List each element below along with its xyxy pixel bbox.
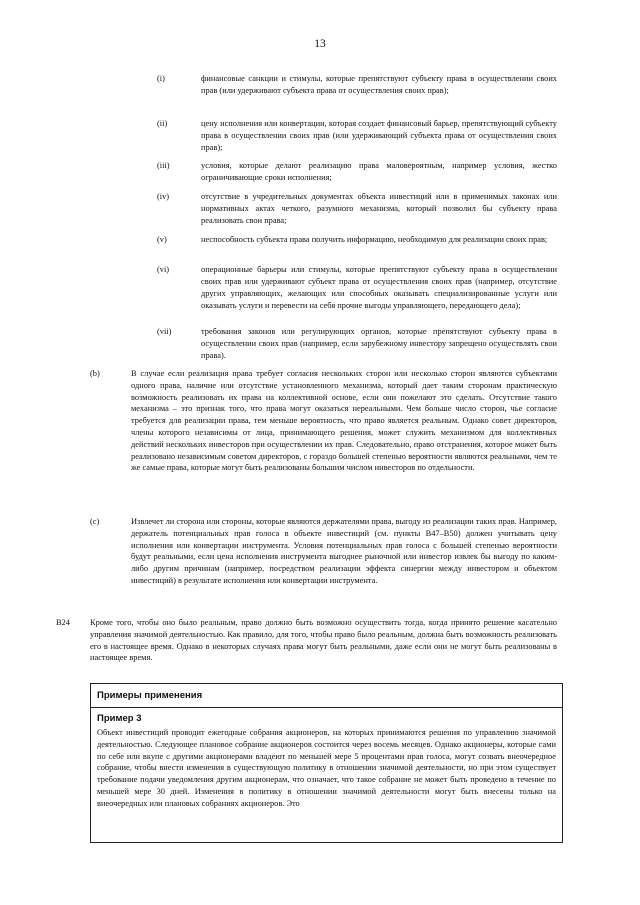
subitem-text: условия, которые делают реализацию права маловероятным, например условия, жестко ограничивающие сроки исполнения;	[201, 161, 557, 182]
subitem-v	[157, 234, 557, 246]
subitem-number: (ii)	[157, 119, 168, 128]
paragraph-text: Извлечет ли сторона или стороны, которые являются держателями права, выгоду из реализации таких прав. Например, держатель потенциальных прав голоса в объекте инвестиций (см. пункты B47–B50) должен учитывать цену исполнения или конвертации инструмента. Условия потенциальных прав голоса с большей степенью вероятности будут реальными, если цена исполнения инструмента выгоднее рыночной или инвестор извлек бы выгоду по каким-либо другим причинам (например, посредством реализации эффекта синергии между инвестором и объектом инвестиций) в результате исполнения или конвертации инструмента.	[131, 517, 557, 585]
application-examples-box	[90, 683, 563, 843]
subitem-number: (i)	[157, 74, 165, 83]
page-number: 13	[314, 38, 326, 50]
subitem-text: неспособность субъекта права получить информацию, необходимую для реализации своих прав;	[201, 235, 548, 244]
box-header: Примеры применения	[91, 684, 562, 708]
subitem-vii	[157, 326, 557, 362]
paragraph-text: Кроме того, чтобы оно было реальным, право должно быть возможно осуществить тогда, когда принято решение касательно управления значимой деятельностью. Как правило, для того, чтобы право было реальным, должна быть возможность реализовать его в настоящее время. Однако в некоторых случаях права могут быть реальными, даже если они не могут быть реализованы в настоящее время.	[90, 618, 557, 663]
paragraph-c	[90, 516, 557, 587]
paragraph-letter: (b)	[90, 369, 100, 378]
subitem-i	[157, 73, 557, 97]
paragraph-b	[90, 368, 557, 474]
subitem-number: (vii)	[157, 327, 172, 336]
subitem-text: цену исполнения или конвертации, которая создает финансовый барьер, препятствующий субъекту права в осуществлении своих прав (или удерживающий субъекта права от осуществления своих прав);	[201, 119, 557, 152]
paragraph-label: B24	[56, 618, 70, 627]
subitem-iv	[157, 191, 557, 227]
example-title: Пример 3	[97, 713, 142, 724]
subitem-number: (iv)	[157, 192, 170, 201]
subitem-text: требования законов или регулирующих органов, которые препятствуют субъекту права в осуществлении своих прав (например, если зарубежному инвестору запрещено осуществлять свои права).	[201, 327, 557, 360]
paragraph-letter: (c)	[90, 517, 100, 526]
subitem-number: (v)	[157, 235, 167, 244]
example-text: Объект инвестиций проводит ежегодные собрания акционеров, на которых принимаются решения по управлению значимой деятельностью. Следующее плановое собрание акционеров состоится через восемь месяцев. Однако акционеры, которые сами по себе или вкупе с другими акционерами владеют по меньшей мере 5 процентами прав голоса, могут созвать внеочередное собрание, чтобы внести изменения в существующую политику в отношении значимой деятельности, но при этом существует требование подачи уведомления другим акционерам, что означает, что такое собрание не может быть проведено в течение по меньшей мере 30 дней. Изменения в политику в отношении значимой деятельности могут быть внесены только на внеочередных или плановых собраниях акционеров. Это	[97, 728, 556, 808]
subitem-number: (vi)	[157, 265, 170, 274]
subitem-iii	[157, 160, 557, 184]
subitem-text: операционные барьеры или стимулы, которые препятствуют субъекту права в осуществлении своих прав или удерживают субъект права от осуществления своих прав (например, отсутствие других управляющих, желающих или способных оказывать специализированные услуги или оказывать услуги и перевести на себя прочие выгоды управляющего, передающего дела);	[201, 265, 557, 310]
subitem-text: отсутствие в учредительных документах объекта инвестиций или в применимых законах или нормативных актах четкого, разумного механизма, который позволил бы субъекту права реализовать свои права;	[201, 192, 557, 225]
subitem-ii	[157, 118, 557, 154]
subitem-vi	[157, 264, 557, 312]
paragraph-text: В случае если реализация права требует согласия нескольких сторон или несколько сторон являются субъектами одного права, наличие или отсутствие установленного механизма, который дает таким сторонам практическую возможность реализовать их права на коллективной основе, если они пожелают это сделать. Отсутствие такого механизма – это признак того, что права могут оказаться нереальными. Чем больше число сторон, чье согласие требуется для реализации права, тем меньше вероятность, что право является реальным. Однако совет директоров, члены которого независимы от лица, принимающего решения, может служить механизмом для коллективных действий нескольких инвесторов при осуществлении их прав. Следовательно, право отстранения, которое может быть реализовано независимым советом директоров, с гораздо большей степенью вероятности являются реальными, чем те же самые права, которые могут быть реализованы большим числом инвесторов по отдельности.	[131, 369, 557, 473]
paragraph-b24	[56, 617, 557, 664]
subitem-number: (iii)	[157, 161, 170, 170]
subitem-text: финансовые санкции и стимулы, которые препятствуют субъекту права в осуществлении своих прав (или удерживают субъекта права от осуществления своих прав);	[201, 74, 557, 95]
